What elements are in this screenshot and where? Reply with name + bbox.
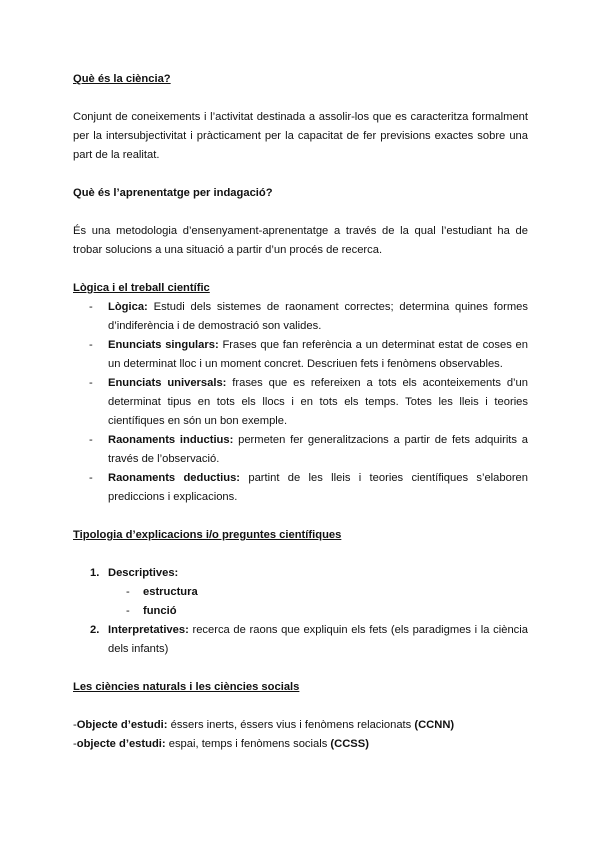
line-tag: (CCNN) — [414, 719, 455, 731]
list-item-term: Raonaments inductius: — [108, 434, 234, 446]
list-item-text: Frases que fan referència a un determinat estat de coses en un determinat lloc i un moment concret. Descriuen fets i fenòmens observables. — [108, 339, 528, 370]
list-item-text: permeten fer generalitzacions a partir de fets adquirits a través de l’observació. — [108, 434, 528, 465]
list-item-text: partint de les lleis i teories científiques s’elaboren prediccions i explicacions. — [108, 472, 528, 503]
list-item — [73, 431, 528, 469]
list-item — [73, 374, 528, 431]
list-item — [73, 564, 528, 621]
list-item-term: Enunciats universals: — [108, 377, 227, 389]
dash-bullet: - — [126, 586, 130, 598]
list-item-term: Interpretatives: — [108, 624, 189, 636]
sublist-item — [108, 583, 528, 602]
list-item-term: Enunciats singulars: — [108, 339, 219, 351]
list-item-text: Estudi dels sistemes de raonament correctes; determina quines formes d’indiferència i de demostració son valides. — [108, 301, 528, 332]
section-title-sciences: Les ciències naturals i les ciències socials — [73, 681, 300, 693]
section-title-logic: Lògica i el treball científic — [73, 282, 210, 294]
list-item-term: Lògica: — [108, 301, 148, 313]
dash-bullet: - — [89, 472, 93, 484]
line-tag: (CCSS) — [330, 738, 369, 750]
list-number: 1. — [90, 567, 100, 579]
list-item-text: frases que es refereixen a tots els aconteixements d’un determinat tipus en tots els llocs i en tots els temps. Totes les lleis i teories científiques en són un bon exemple. — [108, 377, 528, 427]
section-body-inquiry: És una metodologia d’ensenyament-aprenentatge a través de la qual l’estudiant ha de trobar solucions a una situació a partir d’un procés de recerca. — [73, 225, 528, 256]
section-title-science: Què és la ciència? — [73, 73, 171, 85]
dash-bullet: - — [89, 434, 93, 446]
line-item — [73, 716, 528, 735]
typology-list — [73, 564, 528, 659]
line-text: éssers inerts, éssers vius i fenòmens relacionats — [167, 719, 415, 731]
section-title-typology: Tipologia d’explicacions i/o preguntes científiques — [73, 529, 342, 541]
sublist-item-text: funció — [143, 605, 177, 617]
sublist-item — [108, 602, 528, 621]
line-text: espai, temps i fenòmens socials — [165, 738, 331, 750]
line-item — [73, 735, 528, 754]
dash-bullet: - — [89, 301, 93, 313]
descriptive-sublist — [108, 583, 528, 621]
line-term: objecte d’estudi: — [76, 738, 166, 750]
dash-bullet: - — [89, 377, 93, 389]
section-title-inquiry: Què és l’aprenentatge per indagació? — [73, 187, 273, 199]
list-item-text: recerca de raons que expliquin els fets (els paradigmes i la ciència dels infants) — [108, 624, 528, 655]
document-content — [73, 64, 528, 754]
list-item — [73, 469, 528, 507]
line-prefix: - — [73, 719, 77, 731]
list-item-term: Raonaments deductius: — [108, 472, 241, 484]
list-item — [73, 298, 528, 336]
list-item — [73, 336, 528, 374]
line-prefix: - — [73, 738, 77, 750]
section-body-science: Conjunt de coneixements i l’activitat destinada a assolir-los que es caracteritza formalment per la intersubjectivitat i pràcticament per la capacitat de fer previsions exactes sobre una part de la realitat. — [73, 111, 528, 161]
list-number: 2. — [90, 624, 100, 636]
list-item — [73, 621, 528, 659]
sciences-lines — [73, 716, 528, 754]
list-item-term: Descriptives: — [108, 567, 179, 579]
sublist-item-text: estructura — [143, 586, 198, 598]
logic-list — [73, 298, 528, 507]
dash-bullet: - — [89, 339, 93, 351]
dash-bullet: - — [126, 605, 130, 617]
line-term: Objecte d’estudi: — [76, 719, 168, 731]
